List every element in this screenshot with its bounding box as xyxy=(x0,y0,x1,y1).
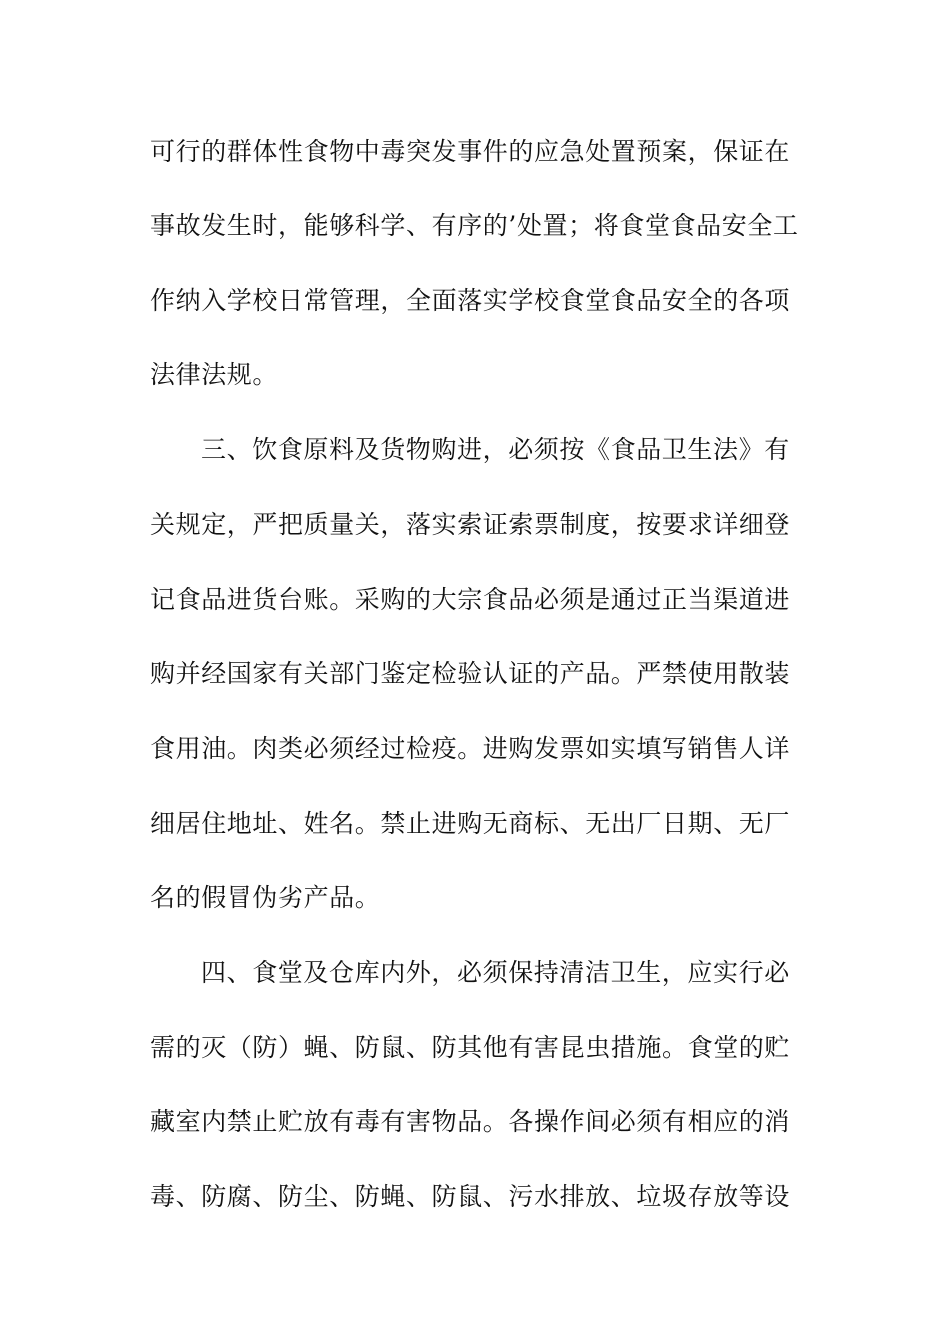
text-line-14: 藏室内禁止贮放有毒有害物品。各操作间必须有相应的消 xyxy=(150,1107,791,1136)
text-line-6: 关规定，严把质量关，落实索证索票制度，按要求详细登 xyxy=(150,510,791,539)
text-line-15: 毒、防腐、防尘、防蝇、防鼠、污水排放、垃圾存放等设 xyxy=(150,1182,791,1211)
text-line-11: 名的假冒伪劣产品。 xyxy=(150,883,381,912)
text-line-2: 事故发生时，能够科学、有序的’处置；将食堂食品安全工 xyxy=(150,211,799,240)
text-line-9: 食用油。肉类必须经过检疫。进购发票如实填写销售人详 xyxy=(150,734,791,763)
text-line-7: 记食品进货台账。采购的大宗食品必须是通过正当渠道进 xyxy=(150,585,791,614)
text-line-8: 购并经国家有关部门鉴定检验认证的产品。严禁使用散装 xyxy=(150,659,791,688)
text-line-12: 四、食堂及仓库内外，必须保持清洁卫生，应实行必 xyxy=(201,958,790,987)
text-line-1: 可行的群体性食物中毒突发事件的应急处置预案，保证在 xyxy=(150,137,791,166)
text-line-10: 细居住地址、姓名。禁止进购无商标、无出厂日期、无厂 xyxy=(150,809,791,838)
text-line-5: 三、饮食原料及货物购进，必须按《食品卫生法》有 xyxy=(201,435,790,464)
text-line-13: 需的灭（防）蝇、防鼠、防其他有害昆虫措施。食堂的贮 xyxy=(150,1033,791,1062)
text-line-3: 作纳入学校日常管理，全面落实学校食堂食品安全的各项 xyxy=(150,286,791,315)
text-line-4: 法律法规。 xyxy=(150,360,279,389)
